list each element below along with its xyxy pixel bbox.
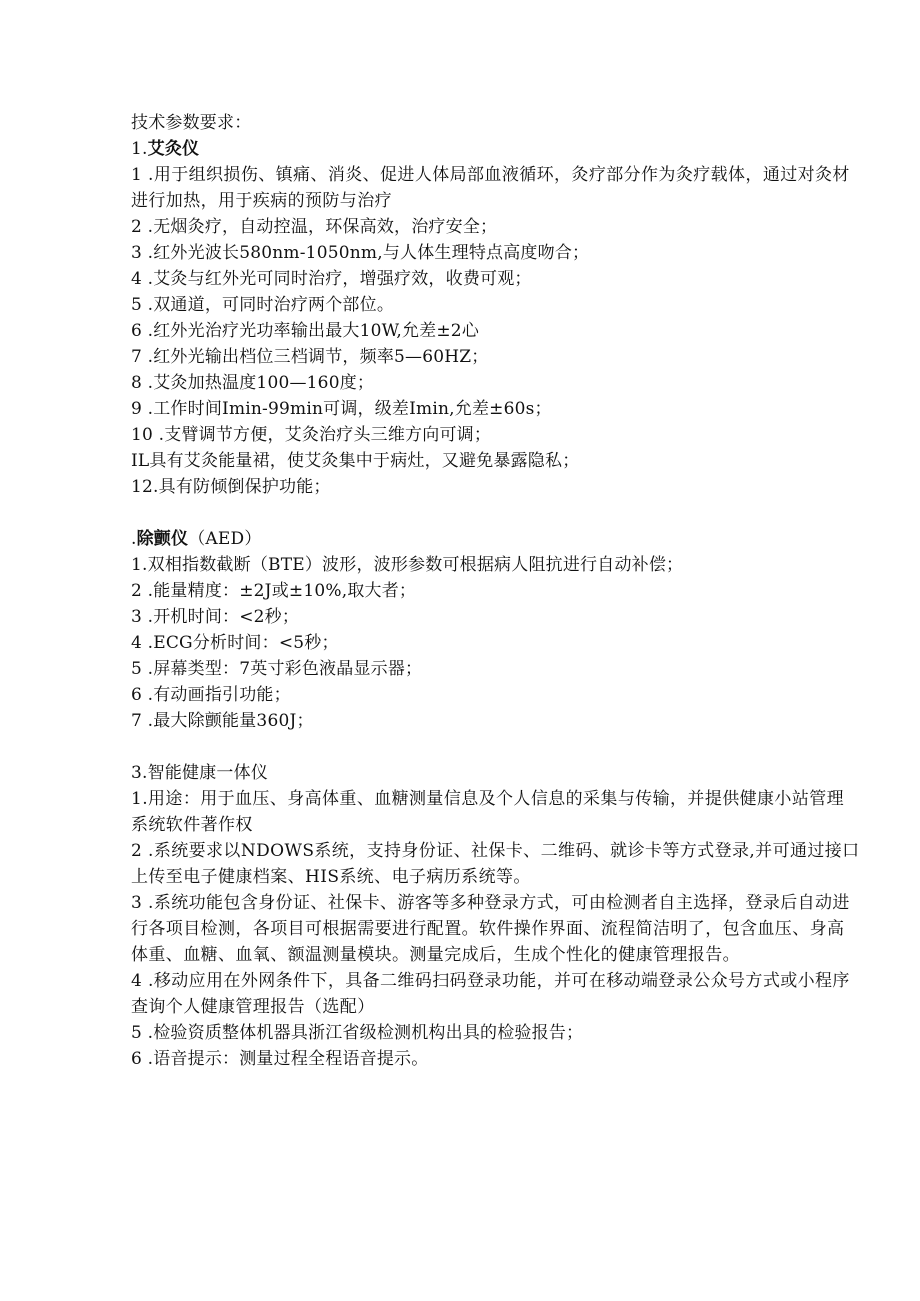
- list-item: 3 .系统功能包含身份证、社保卡、游客等多种登录方式，可由检测者自主选择，登录后自动进行各项目检测，各项目可根据需要进行配置。软件操作界面、流程简洁明了，包含血压、身高体重、血糖、血氧、额温测量模块。测量完成后，生成个性化的健康管理报告。: [131, 893, 850, 965]
- list-item: 4 .移动应用在外网条件下，具备二维码扫码登录功能，并可在移动端登录公众号方式或小程序查询个人健康管理报告（选配）: [131, 971, 850, 1017]
- list-item: 1 .用于组织损伤、镇痛、消炎、促进人体局部血液循环，灸疗部分作为灸疗载体，通过对灸材进行加热，用于疾病的预防与治疗: [131, 165, 850, 211]
- list-item: 5 .双通道，可同时治疗两个部位。: [131, 295, 395, 315]
- list-item: 1.用途：用于血压、身高体重、血糖测量信息及个人信息的采集与传输，并提供健康小站管理系统软件著作权: [131, 789, 845, 835]
- list-item: 6 .有动画指引功能；: [131, 685, 291, 705]
- section-title: 3.智能健康一体仪: [131, 763, 269, 783]
- section-health-kiosk: [131, 760, 861, 1072]
- list-item: 3 .红外光波长580nm-1050nm,与人体生理特点高度吻合；: [131, 243, 590, 263]
- list-item: 4 .艾灸与红外光可同时治疗，增强疗效，收费可观；: [131, 269, 532, 289]
- list-item: 6 .语音提示：测量过程全程语音提示。: [131, 1049, 429, 1069]
- section-defibrillator: [131, 526, 861, 734]
- list-item: 12.具有防倾倒保护功能；: [131, 477, 331, 497]
- list-item: 4 .ECG分析时间：<5秒；: [131, 633, 339, 653]
- list-item: 5 .屏幕类型：7英寸彩色液晶显示器；: [131, 659, 423, 679]
- list-item: 1.双相指数截断（BTE）波形，波形参数可根据病人阻抗进行自动补偿；: [131, 555, 684, 575]
- list-item: 7 .红外光输出档位三档调节，频率5—60HZ；: [131, 347, 489, 367]
- spacer: [131, 500, 861, 526]
- list-item: 2 .系统要求以NDOWS系统，支持身份证、社保卡、二维码、就诊卡等方式登录,并可通过接口上传至电子健康档案、HIS系统、电子病历系统等。: [131, 841, 860, 887]
- list-item: 6 .红外光治疗光功率输出最大10W,允差±2心: [131, 321, 480, 341]
- section-moxibustion: [131, 136, 861, 500]
- section-title: [131, 136, 861, 162]
- list-item: 2 .无烟灸疗，自动控温，环保高效，治疗安全；: [131, 217, 498, 237]
- list-item: 2 .能量精度：±2J或±10%,取大者；: [131, 581, 417, 601]
- section-title: [131, 526, 861, 552]
- list-item: 10 .支臂调节方便，艾灸治疗头三维方向可调；: [131, 425, 492, 445]
- list-item: 3 .开机时间：<2秒；: [131, 607, 300, 627]
- section-title-text: 艾灸仪: [147, 139, 200, 159]
- list-item: 5 .检验资质整体机器具浙江省级检测机构出具的检验报告；: [131, 1023, 584, 1043]
- document-page: [131, 110, 861, 1072]
- document-header: 技术参数要求：: [131, 113, 252, 133]
- section-number: 1.: [131, 139, 148, 159]
- list-item: 7 .最大除颤能量360J；: [131, 711, 314, 731]
- list-item: 8 .艾灸加热温度100—160度；: [131, 373, 375, 393]
- section-number: .: [131, 529, 137, 549]
- list-item: 9 .工作时间Imin-99min可调，级差Imin,允差±60s；: [131, 399, 552, 419]
- section-title-suffix: （AED）: [188, 529, 262, 549]
- section-title-text: 除颤仪: [136, 529, 189, 549]
- spacer: [131, 734, 861, 760]
- list-item: IL具有艾灸能量裙，使艾灸集中于病灶，又避免暴露隐私；: [131, 451, 580, 471]
